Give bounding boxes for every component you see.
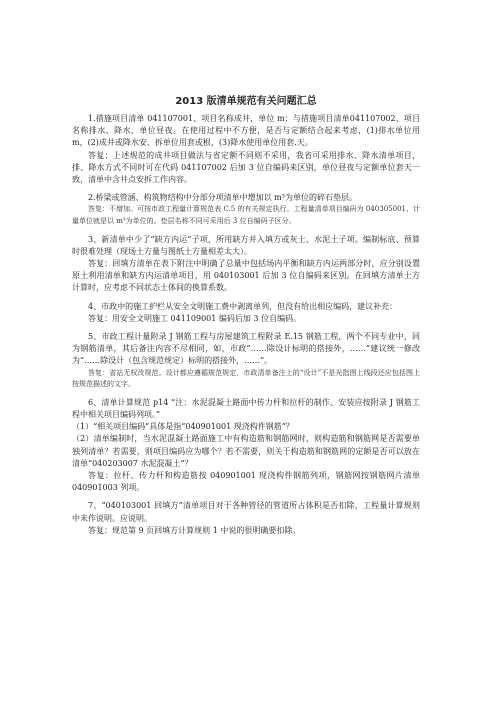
paragraph: 答复：规范第 9 页回填方计算规则 1 中说的很明确要扣除。 (88, 525, 301, 535)
document-body (72, 113, 420, 537)
paragraph: 6、清单计算规范 p14 “注：水泥混凝土路面中传力杆和拉杆的制作、安装应按附录 J 钢筋工程中相关项目编码列项。” (72, 397, 420, 420)
paragraph: 答复：省站无权改规范。设计都应遵循规范规定，市政清单备注上的“设计”不是光指图上线段还应包括图上按规范描述的文字。 (72, 368, 420, 389)
paragraph: 5、市政工程计量附录 J 钢筋工程与房屋建筑工程附录 E.15 钢筋工程，两个不同专业中，同为钢筋清单，其后备注内容不尽相同，如，市政“……除设计标明的搭接外，……”建议统一修改为“……除设计（包含规范规定）标明的搭接外，……”。 (72, 332, 420, 366)
paragraph: （1）“相关项目编码”具体是指“040901001 现浇构件钢筋”？ (72, 422, 294, 432)
paragraph: 2.桥梁或管涵、构筑物结构中分部分项清单中增加以 m³为单位的碎石垫层。 (88, 193, 357, 203)
paragraph: 7、“040103001 回填方”清单项目对于各种管径的管道所占体积是否扣除，工程量计算规则中未作说明。应说明。 (72, 501, 420, 523)
paragraph: 答复：用安全文明施工 041109001 编码后加 3 位自编码。 (88, 313, 302, 323)
paragraph: 1.措施项目清单 041107001、项目名称成井，单位 m；与措施项目清单041107002、项目名称排水、降水，单位昼夜。在使用过程中不方便，是否与定额结合起来考虑，(1)排水单位用 m，(2)成井或降水安、拆单位用套或根，(3)降水使用单位用套.天。 (72, 114, 420, 148)
paragraph: 答复：上述规范的成井项目做法与省定额不同则不采用，我省可采用排水、降水清单项目，排、降水方式不同时可在代码 041107002 后加 3 位自编码来区别，单位昼夜与定额单位套天一致，清单中含井点安拆工作内容。 (72, 150, 420, 185)
document-page (72, 92, 420, 537)
paragraph: 4、市政中的施工护栏从安全文明施工费中剥离单列，但没有给出相应编码，建议补充： (88, 301, 398, 311)
page-title: 2013 版清单规范有关问题汇总 (175, 96, 317, 107)
paragraph: 答复：回填方清单在表下附注中明确了总量中包括场内平衡和缺方内运两部分时，应分别设置原土利用清单和缺方内运清单项目，用 040103001 后加 3 位自编码来区别。在回填方清单土方计算时，应考虑不同状态土体间的换算系数。 (72, 259, 420, 293)
paragraph: 答复：不增加。可按市政工程量计算规范表 C.5 的有关规定执行。工程量清单项目编码为 040305001、计量单位就是以 m³为单位的。垫层名称不同可采用后 3 位自编码子区分。 (72, 205, 420, 226)
paragraph: 答复：拉杆、传力杆和构造筋按 040901001 现浇构件钢筋列项，钢筋网按钢筋网片清单 040901003 列项。 (72, 471, 420, 493)
paragraph: 3、新清单中少了“缺方内运”子项，所用缺方并入填方或灰土、水泥土子项。编制标底、预算时很难处理（现场土方量与图纸土方量相差太大）。 (72, 234, 420, 256)
paragraph: （2）清单编制时，当水泥混凝土路面施工中有构造筋和钢筋网时，则构造筋和钢筋网是否需要单独列清单？若需要，则项目编码应为哪个？若不需要，则关于构造筋和钢筋网的定额是否可以放在清单“040203007 水泥混凝土”？ (72, 434, 420, 468)
